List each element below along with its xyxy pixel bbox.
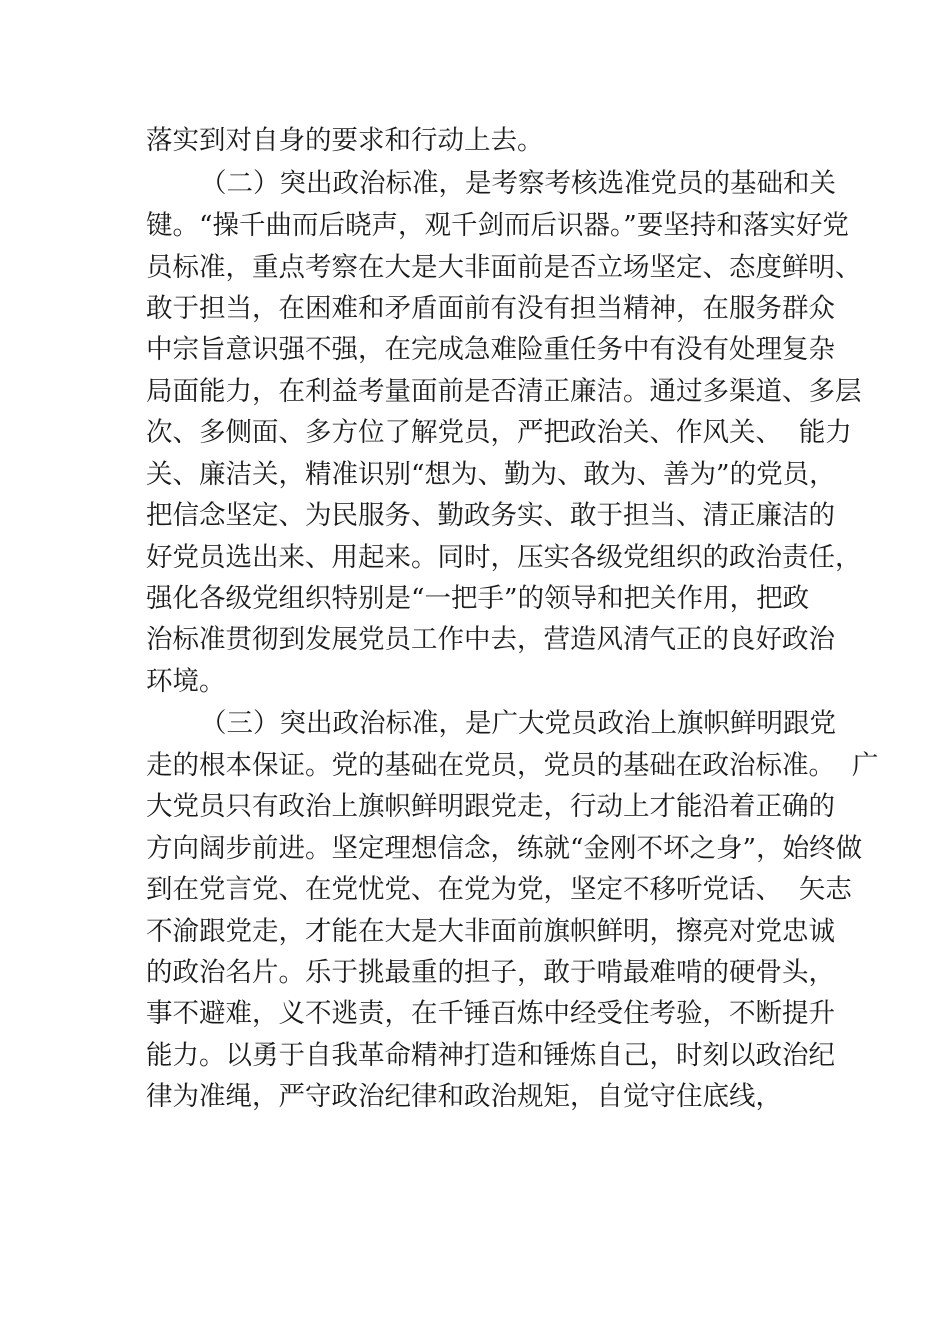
text-line-6: 中宗旨意识强不强，在完成急难险重任务中有没有处理复杂: [146, 334, 835, 365]
text-line-5: 敢于担当，在困难和矛盾面前有没有担当精神，在服务群众: [146, 293, 835, 324]
text-line-12: 强化各级党组织特别是“一把手”的领导和把关作用，把政: [146, 583, 810, 614]
text-line-24: 律为准绳，严守政治纪律和政治规矩，自觉守住底线，: [146, 1081, 782, 1112]
text-line-1: 落实到对自身的要求和行动上去。: [146, 125, 544, 156]
text-line-3: 键。“操千曲而后晓声，观千剑而后识器。”要坚持和落实好党: [146, 210, 849, 241]
text-line-19: 到在党言党、在党忧党、在党为党，坚定不移听党话、 矢志: [146, 874, 852, 905]
text-line-10: 把信念坚定、为民服务、勤政务实、敢于担当、清正廉洁的: [146, 500, 835, 531]
text-line-17: 大党员只有政治上旗帜鲜明跟党走，行动上才能沿着正确的: [146, 791, 835, 822]
text-line-14: 环境。: [146, 666, 226, 697]
text-line-20: 不渝跟党走，才能在大是大非面前旗帜鲜明，擦亮对党忠诚: [146, 916, 835, 947]
text-line-8: 次、多侧面、多方位了解党员，严把政治关、作风关、 能力: [146, 417, 852, 448]
text-line-22: 事不避难，义不逃责，在千锤百炼中经受住考验，不断提升: [146, 998, 835, 1029]
text-line-7: 局面能力，在利益考量面前是否清正廉洁。通过多渠道、多层: [146, 376, 862, 407]
text-line-23: 能力。以勇于自我革命精神打造和锤炼自己，时刻以政治纪: [146, 1040, 835, 1071]
text-line-16: 走的根本保证。党的基础在党员，党员的基础在政治标准。 广: [146, 750, 879, 781]
text-line-4: 员标准，重点考察在大是大非面前是否立场坚定、态度鲜明、: [146, 252, 862, 283]
text-line-13: 治标准贯彻到发展党员工作中去，营造风清气正的良好政治: [146, 624, 835, 655]
paragraph-3-heading-line: （三）突出政治标准，是广大党员政治上旗帜鲜明跟党: [200, 708, 836, 739]
text-line-18: 方向阔步前进。坚定理想信念，练就“金刚不坏之身”，始终做: [146, 833, 863, 864]
text-line-21: 的政治名片。乐于挑最重的担子，敢于啃最难啃的硬骨头，: [146, 957, 835, 988]
text-line-9: 关、廉洁关，精准识别“想为、勤为、敢为、善为”的党员，: [146, 459, 836, 490]
paragraph-2-heading-line: （二）突出政治标准，是考察考核选准党员的基础和关: [200, 168, 836, 199]
text-line-11: 好党员选出来、用起来。同时，压实各级党组织的政治责任，: [146, 542, 862, 573]
